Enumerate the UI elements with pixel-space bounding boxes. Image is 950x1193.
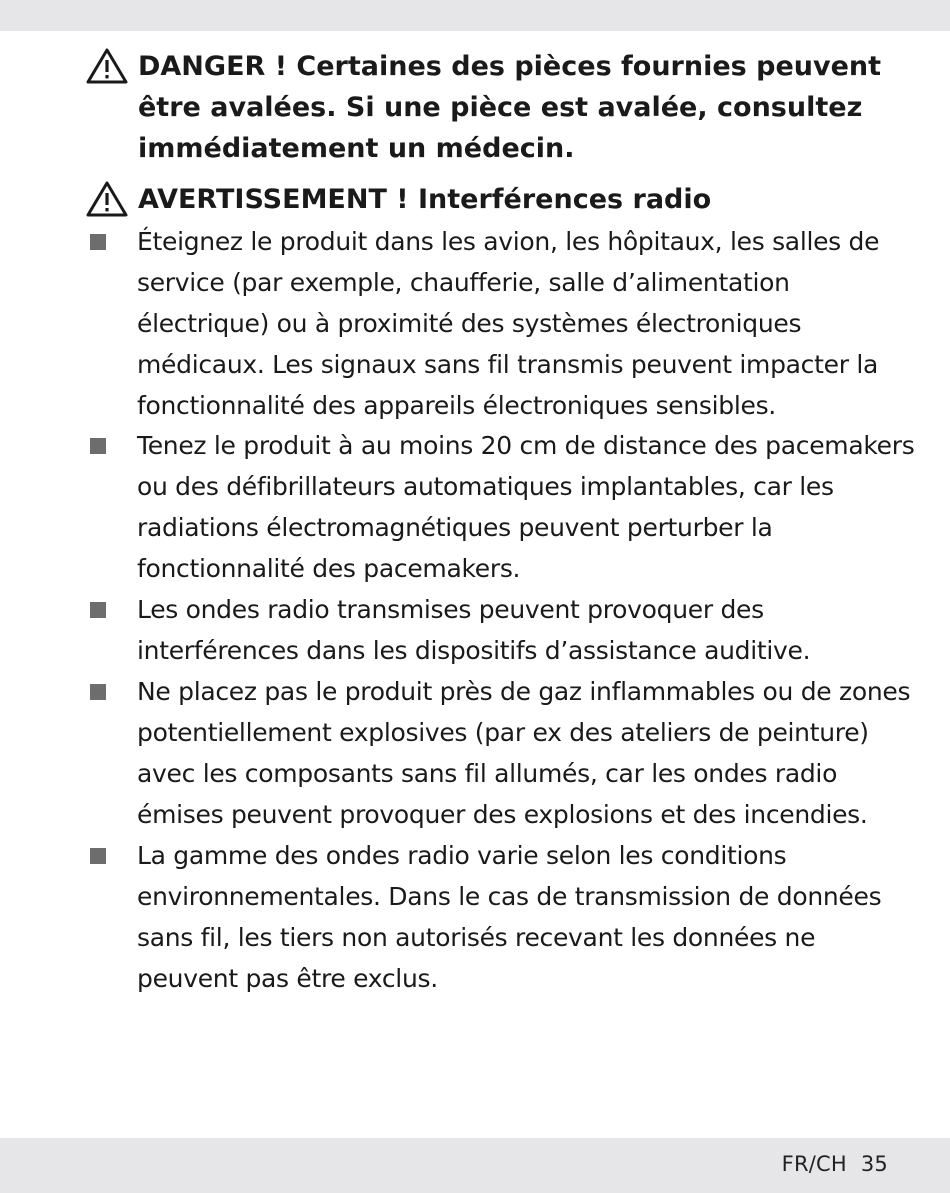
list-item [90, 835, 920, 999]
bullet-square-icon [90, 684, 106, 700]
top-band [0, 0, 950, 31]
list-item-text: Tenez le produit à au moins 20 cm de distance des pacemakers ou des défibrillateurs automatiques implantables, car les radiations électromagnétiques peuvent perturber la fonctionnalité des pacemakers. [137, 431, 915, 583]
warning-triangle-icon [86, 181, 128, 217]
list-item-text: Éteignez le produit dans les avion, les hôpitaux, les salles de service (par exemple, chaufferie, salle d’alimentation électrique) ou à proximité des systèmes électroniques médicaux. Les signaux sans fil transmis peuvent impacter la fonctionnalité des appareils électroniques sensibles. [137, 227, 880, 420]
list-item [90, 589, 920, 671]
bullet-square-icon [90, 602, 106, 618]
list-item [90, 671, 920, 835]
list-item-text: Les ondes radio transmises peuvent provoquer des interférences dans les dispositifs d’assistance auditive. [137, 595, 811, 665]
page-footer [782, 1152, 888, 1176]
bullet-square-icon [90, 848, 106, 864]
list-item-text: Ne placez pas le produit près de gaz inflammables ou de zones potentiellement explosives (par ex des ateliers de peinture) avec les composants sans fil allumés, car les ondes radio émises peuvent provoquer des explosions et des incendies. [137, 677, 911, 829]
bullet-square-icon [90, 234, 106, 250]
danger-text: DANGER ! Certaines des pièces fournies peuvent être avalées. Si une pièce est avalée, consultez immédiatement un médecin. [138, 51, 882, 164]
danger-notice [86, 46, 886, 169]
list-item [90, 221, 920, 426]
footer-locale: FR/CH [781, 1152, 847, 1176]
warning-heading: AVERTISSEMENT ! Interférences radio [138, 184, 712, 215]
list-item [90, 425, 920, 589]
bullet-square-icon [90, 438, 106, 454]
radio-warning-notice [86, 179, 886, 220]
page-number: 35 [860, 1152, 888, 1176]
warning-triangle-icon [86, 48, 128, 84]
list-item-text: La gamme des ondes radio varie selon les conditions environnementales. Dans le cas de transmission de données sans fil, les tiers non autorisés recevant les données ne peuvent pas être exclus. [137, 841, 882, 993]
